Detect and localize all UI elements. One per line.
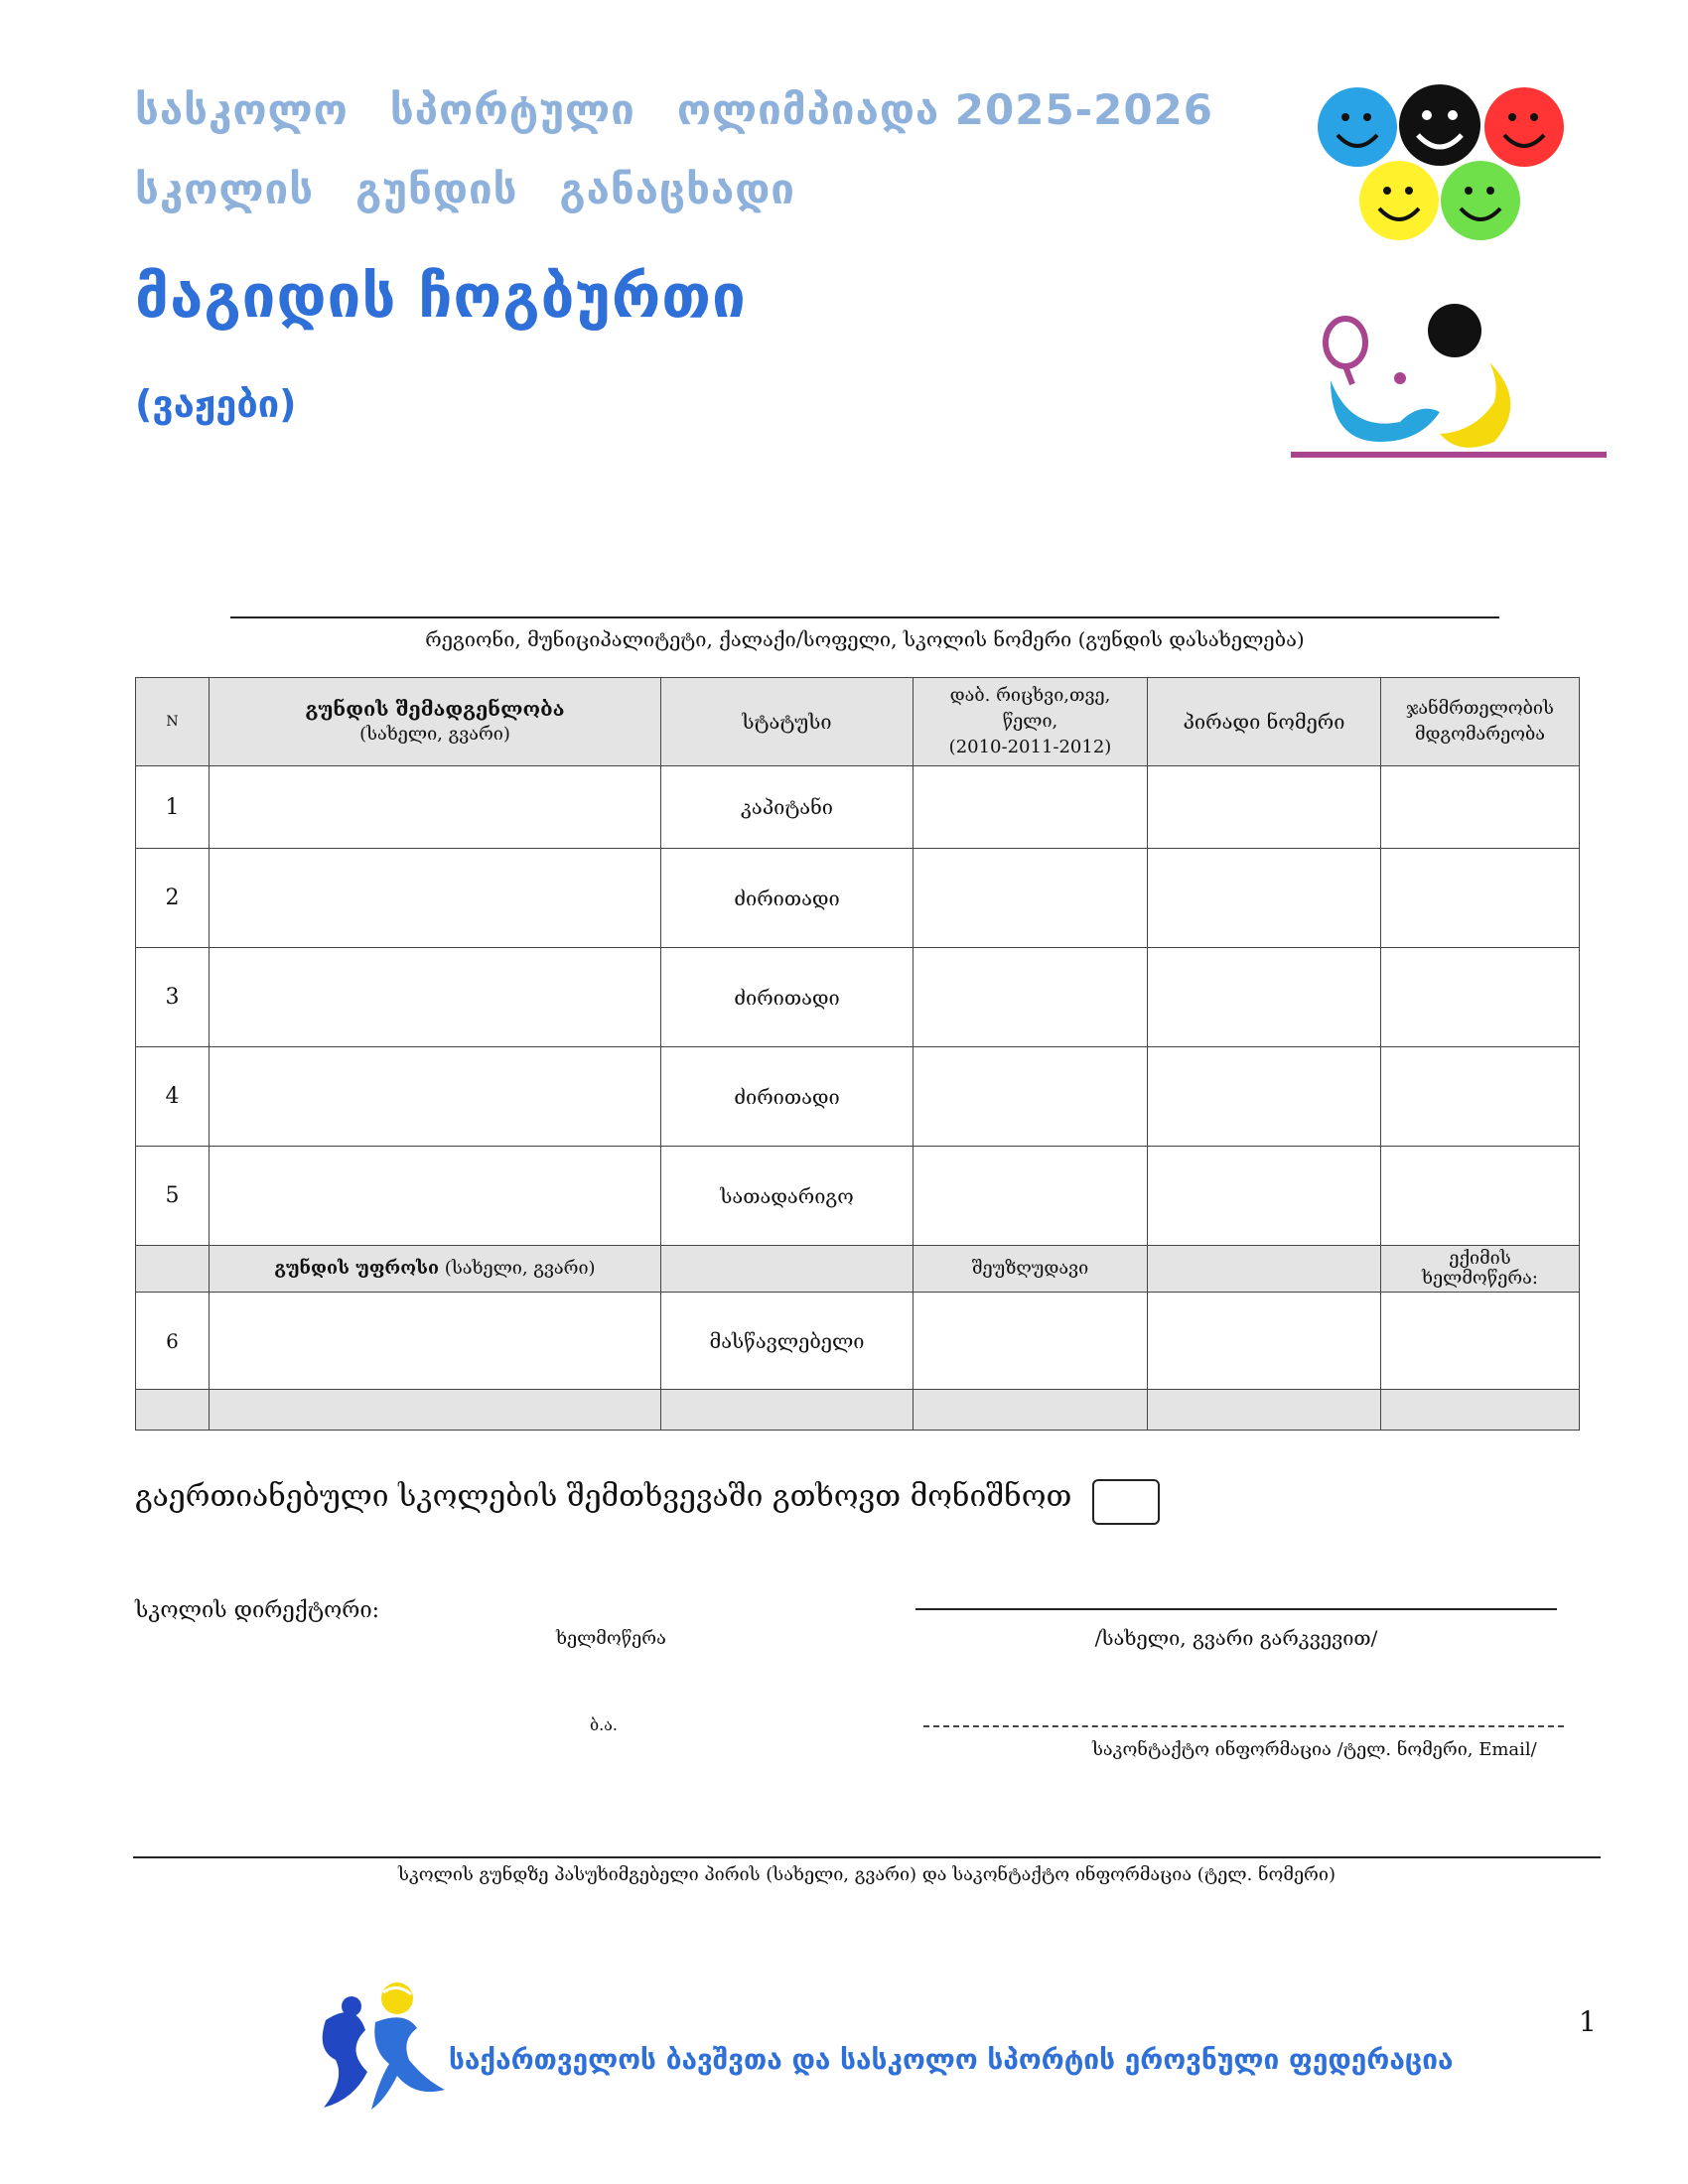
member-name-cell[interactable] <box>210 948 661 1047</box>
status-cell: სათადარიგო <box>661 1147 914 1246</box>
header-word: სკოლის <box>135 165 315 213</box>
coach-name-cell[interactable] <box>210 1293 661 1390</box>
member-name-cell[interactable] <box>210 1047 661 1147</box>
dob-cell[interactable] <box>914 1147 1148 1246</box>
dob-cell[interactable] <box>914 948 1148 1047</box>
united-schools-checkbox[interactable] <box>1092 1479 1160 1525</box>
smiley-face-icon <box>1441 161 1520 240</box>
table-row <box>136 948 1580 1047</box>
empty-cell <box>1148 1390 1381 1431</box>
col-header-n: N <box>136 678 210 766</box>
status-cell: კაპიტანი <box>661 766 914 849</box>
row-number: 5 <box>136 1147 210 1246</box>
header-word: სასკოლო <box>135 85 349 134</box>
coach-header-blank <box>1148 1246 1381 1293</box>
region-caption: რეგიონი, მუნიციპალიტეტი, ქალაქი/სოფელი, სკოლის ნომერი (გუნდის დასახელება) <box>425 627 1305 651</box>
empty-cell <box>1381 1390 1580 1431</box>
col-header-dob-3: (2010-2011-2012) <box>948 737 1112 757</box>
row-number: 1 <box>136 766 210 849</box>
header-line-2 <box>135 165 837 213</box>
empty-cell <box>661 1390 914 1431</box>
member-name-cell[interactable] <box>210 766 661 849</box>
col-header-health <box>1381 678 1580 766</box>
coach-header-blank <box>136 1246 210 1293</box>
col-header-members-label: გუნდის შემადგენლობა <box>305 697 565 721</box>
empty-cell <box>914 1390 1148 1431</box>
sport-title: მაგიდის ჩოგბურთი <box>135 262 747 332</box>
health-cell[interactable] <box>1381 766 1580 849</box>
row-number: 2 <box>136 849 210 948</box>
health-cell[interactable] <box>1381 1147 1580 1246</box>
col-header-dob-2: წელი, <box>1002 711 1058 732</box>
name-caption: /სახელი, გვარი გარკვევით/ <box>1094 1626 1378 1650</box>
col-header-members <box>210 678 661 766</box>
member-name-cell[interactable] <box>210 849 661 948</box>
page-number: 1 <box>1579 2005 1597 2038</box>
federation-name: საქართველოს ბავშვთა და სასკოლო სპორტის ეროვნული ფედერაცია <box>449 2043 1454 2076</box>
dob-cell[interactable] <box>914 1047 1148 1147</box>
signature-caption: ხელმოწერა <box>556 1628 666 1649</box>
smiley-face-icon <box>1318 87 1397 167</box>
coach-header-birth: შეუზღუდავი <box>914 1246 1148 1293</box>
health-cell[interactable] <box>1381 948 1580 1047</box>
director-label: სკოლის დირექტორი: <box>135 1598 380 1623</box>
header-word: გუნდის <box>355 165 518 213</box>
team-roster-table <box>135 677 1580 1431</box>
header-word: განაცხადი <box>559 165 795 213</box>
table-row <box>136 849 1580 948</box>
coach-header-doctor-2: ხელმოწერა: <box>1422 1268 1538 1289</box>
coach-header-doctor-1: ექიმის <box>1449 1248 1511 1269</box>
status-cell: ძირითადი <box>661 1047 914 1147</box>
col-header-dob <box>914 678 1148 766</box>
table-tennis-icon <box>1291 293 1623 472</box>
dob-cell[interactable] <box>914 849 1148 948</box>
empty-cell <box>136 1390 210 1431</box>
coach-birth-cell[interactable] <box>914 1293 1148 1390</box>
health-cell[interactable] <box>1381 1047 1580 1147</box>
personal-no-cell[interactable] <box>1148 948 1381 1047</box>
category-label: (ვაჟები) <box>135 382 297 426</box>
personal-no-cell[interactable] <box>1148 849 1381 948</box>
table-row <box>136 1047 1580 1147</box>
health-cell[interactable] <box>1381 849 1580 948</box>
personal-no-cell[interactable] <box>1148 1147 1381 1246</box>
status-cell: ძირითადი <box>661 849 914 948</box>
header-line-1 <box>135 85 1255 134</box>
coach-header-label-text: გუნდის უფროსი <box>274 1258 440 1279</box>
federation-logo-icon <box>306 1980 455 2115</box>
table-row <box>136 1390 1580 1431</box>
row-number: 6 <box>136 1293 210 1390</box>
smiley-face-icon <box>1484 87 1564 167</box>
header-word: სპორტული <box>389 85 635 134</box>
dob-cell[interactable] <box>914 766 1148 849</box>
personal-no-cell[interactable] <box>1148 766 1381 849</box>
col-header-health-1: ჯანმრთელობის <box>1406 698 1554 719</box>
region-input-line[interactable] <box>230 616 1499 618</box>
status-cell: ძირითადი <box>661 948 914 1047</box>
coach-personal-no-cell[interactable] <box>1148 1293 1381 1390</box>
col-header-members-sub: (სახელი, გვარი) <box>359 724 510 745</box>
member-name-cell[interactable] <box>210 1147 661 1246</box>
row-number: 3 <box>136 948 210 1047</box>
coach-header-blank <box>661 1246 914 1293</box>
responsible-person-line[interactable] <box>133 1856 1601 1858</box>
contact-input-line[interactable] <box>923 1725 1564 1727</box>
status-cell: მასწავლებელი <box>661 1293 914 1390</box>
united-schools-label: გაერთიანებული სკოლების შემთხვევაში გთხოვთ მონიშნოთ <box>135 1479 1072 1514</box>
director-name-line[interactable] <box>915 1608 1557 1610</box>
coach-header-doctor <box>1381 1246 1580 1293</box>
row-number: 4 <box>136 1047 210 1147</box>
coach-header-row <box>136 1246 1580 1293</box>
header-word: ოლიმპიადა 2025-2026 <box>676 85 1213 134</box>
col-header-dob-1: დაბ. რიცხვი,თვე, <box>949 685 1111 706</box>
table-row <box>136 1147 1580 1246</box>
seal-label: ბ.ა. <box>590 1715 618 1734</box>
table-row <box>136 1293 1580 1390</box>
col-header-personal-no: პირადი ნომერი <box>1148 678 1381 766</box>
col-header-health-2: მდგომარეობა <box>1414 724 1546 745</box>
smiley-face-icon <box>1359 161 1439 240</box>
empty-cell <box>210 1390 661 1431</box>
responsible-person-caption: სკოლის გუნდზე პასუხიმგებელი პირის (სახელი, გვარი) და საკონტაქტო ინფორმაცია (ტელ. ნომერი) <box>398 1864 1336 1885</box>
table-header-row <box>136 678 1580 766</box>
coach-header-label-sub: (სახელი, გვარი) <box>444 1258 596 1279</box>
olympiad-smiley-logo <box>1316 79 1574 248</box>
table-row <box>136 766 1580 849</box>
smiley-face-icon <box>1399 84 1480 166</box>
col-header-status: სტატუსი <box>661 678 914 766</box>
personal-no-cell[interactable] <box>1148 1047 1381 1147</box>
coach-header-label <box>210 1246 661 1293</box>
doctor-signature-cell[interactable] <box>1381 1293 1580 1390</box>
contact-caption: საკონტაქტო ინფორმაცია /ტელ. ნომერი, Email/ <box>1092 1739 1537 1760</box>
